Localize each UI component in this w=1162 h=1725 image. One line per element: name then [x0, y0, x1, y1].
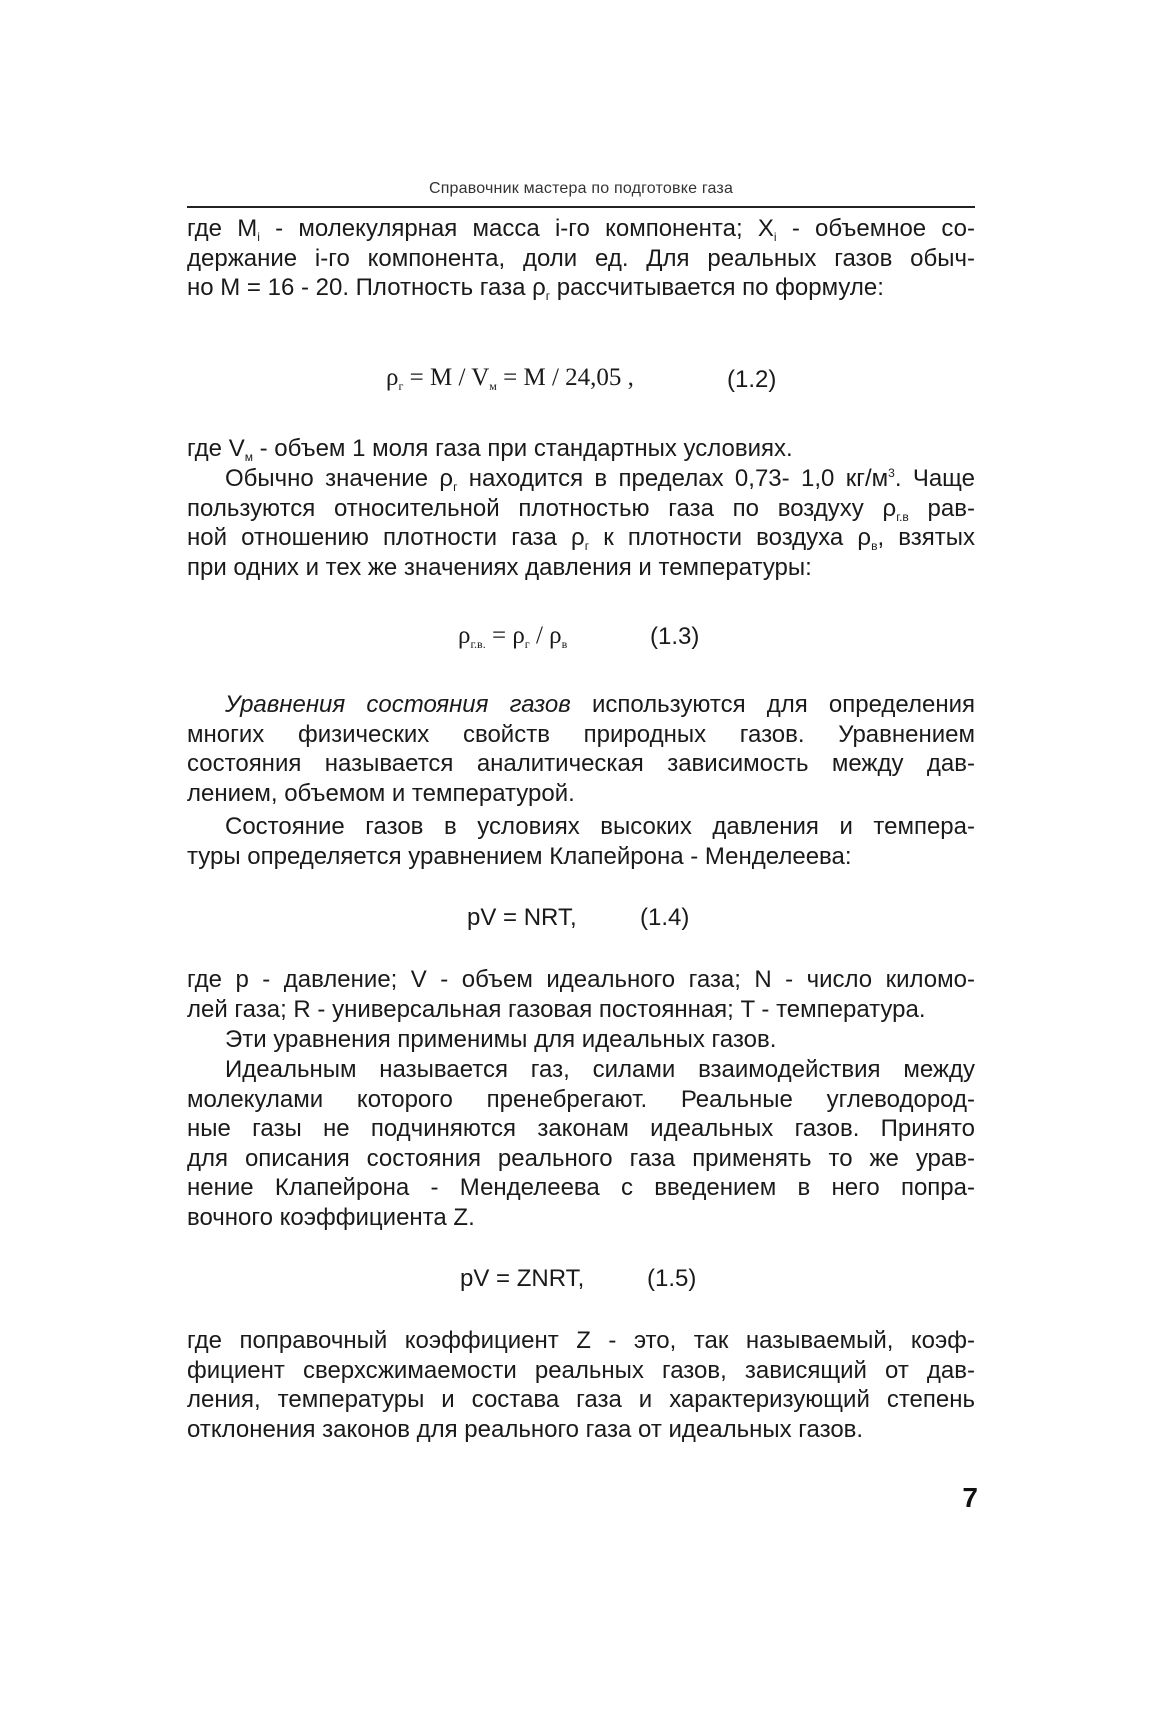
running-header-title: Справочник мастера по подготовке газа	[428, 180, 734, 197]
paragraph-3-line-1: Обычно значение $\rho_г$ находится в пределах 0,73- 1,0 $кг/м^3$. Чаще	[225, 465, 975, 494]
paragraph-8-line-2: молекулами которого пренебрегают. Реальные углеводород-	[187, 1085, 975, 1113]
paragraph-4-line-1: Уравнения состояния газов используются для определения	[225, 691, 975, 718]
running-header	[187, 178, 975, 208]
paragraph-4-line-3: состояния называется аналитическая зависимость между дав-	[187, 750, 975, 777]
paragraph-4-line-4: лением, объемом и температурой.	[187, 779, 575, 807]
paragraph-8-line-5: нение Клапейрона - Менделеева с введением в него попра-	[187, 1174, 975, 1201]
paragraph-8-line-3: ные газы не подчиняются законам идеальных газов. Принято	[187, 1115, 975, 1142]
paragraph-9-line-2: фициент сверхсжимаемости реальных газов, зависящий от дав-	[187, 1356, 975, 1384]
paragraph-6-line-2: лей газа; R - универсальная газовая постоянная; T - температура.	[187, 995, 926, 1023]
formula-1-3-number: (1.3)	[650, 623, 700, 650]
formula-1-3: $\rho_{г.в.} = \rho_г / \rho_в$	[458, 622, 568, 651]
paragraph-7-line-1: Эти уравнения применимы для идеальных газов.	[225, 1026, 777, 1053]
formula-1-5: pV = ZNRT,	[460, 1265, 585, 1292]
paragraph-9	[187, 1326, 975, 1444]
paragraph-2	[187, 434, 975, 464]
paragraph-3-line-2: пользуются относительной плотностью газа по воздуху $\rho_{г.в}$ рав-	[187, 494, 975, 524]
formula-1-2: $\rho_г = M / V_м = M / 24,05$ ,	[386, 364, 634, 393]
paragraph-1-line-1: где $M_i$ - молекулярная масса i-го компонента; $X_i$ - объемное со-	[187, 215, 976, 244]
paragraph-8-line-1: Идеальным называется газ, силами взаимодействия между	[225, 1056, 975, 1083]
paragraph-4	[187, 690, 975, 808]
paragraph-8-line-4: для описания состояния реального газа применять то же урав-	[187, 1144, 975, 1172]
paragraph-6	[187, 965, 975, 1024]
paragraph-9-line-1: где поправочный коэффициент Z - это, так называемый, коэф-	[187, 1327, 975, 1354]
paragraph-3-line-4: при одних и тех же значениях давления и температуры:	[187, 553, 812, 581]
paragraph-3-line-3: ной отношению плотности газа $\rho_г$ к плотности воздуха $\rho_в$, взятых	[187, 524, 975, 553]
formula-1-5-number: (1.5)	[647, 1265, 697, 1292]
paragraph-4-line-2: многих физических свойств природных газов. Уравнением	[187, 720, 975, 748]
formula-1-4: pV = NRT,	[467, 904, 577, 931]
paragraph-8	[187, 1055, 975, 1232]
paragraph-6-line-1: где p - давление; V - объем идеального газа; N - число киломо-	[187, 966, 975, 993]
paragraph-9-line-4: отклонения законов для реального газа от идеальных газов.	[187, 1415, 864, 1443]
paragraph-9-line-3: ления, температуры и состава газа и характеризующий степень	[187, 1386, 975, 1413]
paragraph-3	[187, 464, 975, 582]
formula-1-2-number: (1.2)	[727, 366, 777, 393]
paragraph-2-line-1: где $V_м$ - объем 1 моля газа при стандартных условиях.	[187, 435, 793, 464]
paragraph-8-line-6: вочного коэффициента Z.	[187, 1203, 475, 1231]
paragraph-7	[187, 1025, 975, 1055]
formula-1-4-number: (1.4)	[640, 904, 690, 931]
paragraph-5	[187, 812, 975, 871]
page-number: 7	[962, 1482, 978, 1513]
paragraph-1-line-3: но M = 16 - 20. Плотность газа $\rho_г$ рассчитывается по формуле:	[187, 274, 884, 303]
paragraph-1-line-2: держание i-го компонента, доли ед. Для реальных газов обыч-	[187, 244, 975, 272]
paragraph-1	[187, 214, 975, 303]
paragraph-5-line-2: туры определяется уравнением Клапейрона - Менделеева:	[187, 842, 852, 870]
paragraph-5-line-1: Состояние газов в условиях высоких давления и темпера-	[225, 813, 975, 840]
